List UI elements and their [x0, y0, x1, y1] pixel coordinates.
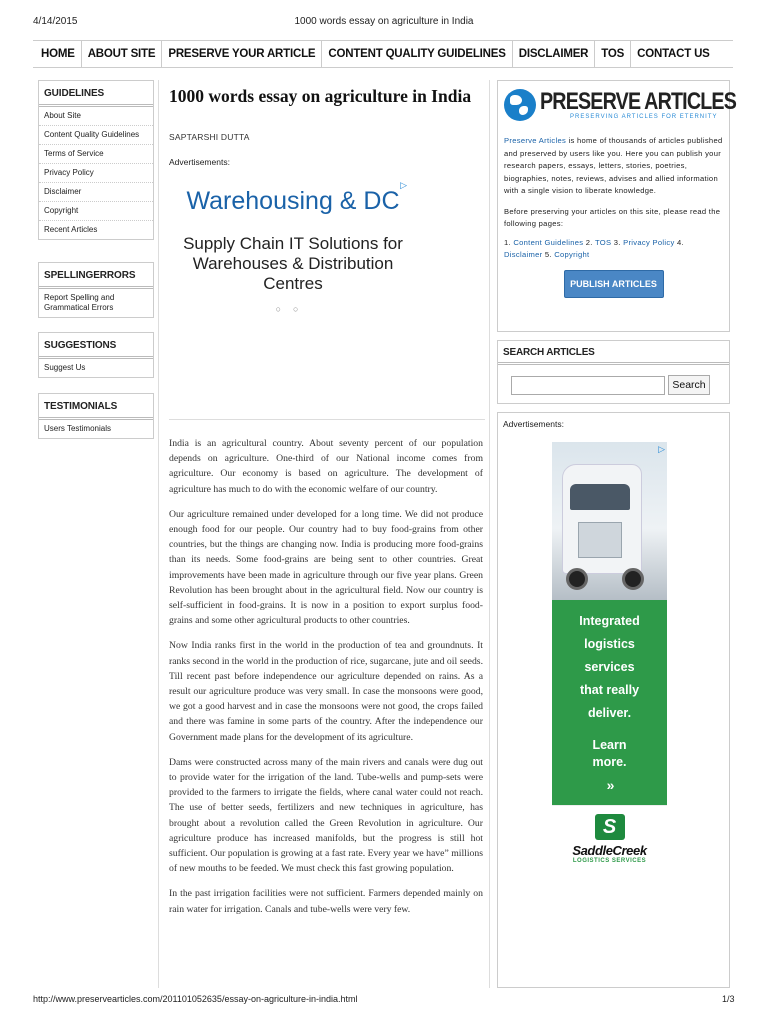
article-author[interactable]: SAPTARSHI DUTTA — [169, 132, 250, 142]
divider — [169, 419, 485, 420]
print-date: 4/14/2015 — [33, 16, 78, 27]
search-heading: SEARCH ARTICLES — [498, 341, 729, 365]
suggest-us-link[interactable]: Suggest Us — [44, 363, 86, 372]
guideline-links: 1. Content Guidelines 2. TOS 3. Privacy Policy 4. Disclaimer 5. Copyright — [504, 237, 684, 259]
nav-tos[interactable]: TOS — [595, 41, 631, 67]
nav-preserve-your-article[interactable]: PRESERVE YOUR ARTICLE — [162, 41, 322, 67]
search-button[interactable]: Search — [668, 375, 710, 395]
spelling-heading: SPELLINGERRORS — [39, 263, 153, 289]
adchoices-icon[interactable]: ▷ — [400, 180, 407, 190]
top-navigation — [33, 40, 733, 68]
guideline-link[interactable]: Copyright — [39, 202, 153, 221]
ad-label: Advertisements: — [503, 419, 564, 429]
users-testimonials-link[interactable]: Users Testimonials — [44, 424, 111, 433]
ad-label: Advertisements: — [169, 157, 230, 167]
nav-disclaimer[interactable]: DISCLAIMER — [513, 41, 596, 67]
disclaimer-link[interactable]: Disclaimer — [504, 250, 543, 259]
before-preserving: Before preserving your articles on this site, please read the following pages: — [504, 206, 721, 228]
logo-text: PRESERVE ARTICLES — [540, 88, 737, 115]
logo-tagline: PRESERVING ARTICLES FOR ETERNITY — [570, 114, 718, 120]
logistics-ad[interactable] — [552, 442, 667, 883]
article-paragraph: In the past irrigation facilities were not sufficient. Farmers depended mainly on rain water for irrigation. Canals and tube-wells were very few. — [169, 888, 483, 915]
content-guidelines-link[interactable]: Content Guidelines — [513, 237, 584, 247]
globe-icon — [504, 89, 536, 121]
ad-headline: Warehousing & DC — [186, 187, 400, 215]
saddle-creek-logo-icon: S — [595, 814, 625, 840]
article-paragraph: Dams were constructed across many of the main rivers and canals were dug out to provide water for the irrigation of the land. Tube-wells and pump-sets were provided to the farmers to irrigate the fields, where canal water could not reach. The use of better seeds, fertilizers and new techniques in agriculture, has brought about a revolution called the Green Revolution in agriculture. Our agriculture produce has increased manifolds, but the progress is still hot sufficient. Our population is growing at a fast rate. Every year we have” millions of new mouths to be feeded. We must check this fast growing population. — [169, 756, 483, 875]
copyright-link[interactable]: Copyright — [554, 250, 590, 259]
site-intro: Preserve Articles is home of thousands of articles published and preserved by users like you. Here you can publish your research papers, essays, letters, stories, poetries, biographies, notes, reviews, advises and allied information with a single vision to liberate knowledge. — [504, 136, 723, 195]
search-box — [497, 340, 730, 404]
advertiser-logo — [552, 805, 667, 883]
privacy-policy-link[interactable]: Privacy Policy — [623, 237, 675, 247]
article-body — [169, 436, 483, 927]
tos-link[interactable]: TOS — [594, 237, 612, 247]
article-paragraph: Our agriculture remained under developed for a long time. We did not produce enough food for our people. Our country had to buy food-grains from other countries, but the things are changing now. India is producing more food-grains than its needs. Some food-grains are being sent to other countries. Great improvements have been made in agriculture through our five year plans. Green Revolution has been brought about in the agricultural field. Now our country is self-sufficient in food-grains. It is now in a position to export surplus food-grains and some other agricultural products to other countries. — [169, 508, 483, 627]
guideline-link[interactable]: Privacy Policy — [39, 164, 153, 183]
nav-about-site[interactable]: ABOUT SITE — [82, 41, 163, 67]
brand-name: SaddleCreek — [572, 843, 647, 858]
guideline-link[interactable]: About Site — [39, 107, 153, 126]
ad-carousel-dots[interactable]: ○○ — [275, 304, 311, 314]
about-box — [497, 80, 737, 332]
suggestions-heading: SUGGESTIONS — [39, 333, 153, 359]
article-paragraph: India is an agricultural country. About seventy percent of our population depends on agriculture. One-third of our National income comes from agriculture. Our economy is based on agriculture. The development of agriculture has much to do with the economic welfare of our country. — [169, 438, 483, 495]
article-title: 1000 words essay on agriculture in India — [169, 86, 472, 106]
learn-more-link[interactable]: Learn more. — [592, 738, 627, 769]
intro-link[interactable]: Preserve Articles — [504, 136, 567, 145]
spelling-errors-box — [38, 262, 154, 318]
suggestions-box — [38, 332, 154, 378]
ad-message: Integrated logistics services that really deliver. Learn more. » — [552, 600, 667, 805]
double-chevron-icon[interactable]: » — [606, 777, 613, 793]
print-title: 1000 words essay on agriculture in India — [294, 16, 474, 27]
guidelines-heading: GUIDELINES — [39, 81, 153, 107]
brand-subtitle: LOGISTICS SERVICES — [572, 858, 647, 864]
guideline-link[interactable]: Terms of Service — [39, 145, 153, 164]
guideline-link[interactable]: Disclaimer — [39, 183, 153, 202]
warehousing-ad[interactable] — [179, 176, 407, 346]
nav-content-quality-guidelines[interactable]: CONTENT QUALITY GUIDELINES — [322, 41, 512, 67]
testimonials-heading: TESTIMONIALS — [39, 394, 153, 420]
testimonials-box — [38, 393, 154, 439]
search-input[interactable] — [511, 376, 665, 395]
report-spelling-link[interactable]: Report Spelling and Grammatical Errors — [44, 293, 115, 312]
publish-articles-button[interactable]: PUBLISH ARTICLES — [564, 270, 664, 298]
guideline-link[interactable]: Content Quality Guidelines — [39, 126, 153, 145]
print-url: http://www.preservearticles.com/201101052635/essay-on-agriculture-in-india.html — [33, 994, 358, 1004]
nav-home[interactable]: HOME — [33, 41, 82, 67]
ad-subtext: Supply Chain IT Solutions for Warehouses & Distribution Centres — [183, 234, 403, 293]
print-header — [0, 16, 768, 32]
article-column — [158, 80, 490, 988]
guideline-link[interactable]: Recent Articles — [44, 225, 98, 234]
site-logo[interactable] — [498, 81, 737, 123]
adchoices-icon[interactable]: ▷ — [658, 444, 665, 454]
truck-image — [552, 442, 667, 600]
print-page-number: 1/3 — [722, 994, 735, 1004]
nav-contact-us[interactable]: CONTACT US — [637, 48, 710, 60]
article-paragraph: Now India ranks first in the world in the production of tea and groundnuts. It ranks second in the world in the production of rice, sugarcane, jute and oil seeds. Till recent past before independence our agriculture depended on rains. As a result our agriculture produce was very small. In case the monsoons were good, we got a good harvest and in case the monsoons were not good, the crops failed and there was famine in some parts of the country. After the independence our Government made plans for the development of its agriculture. — [169, 640, 483, 743]
guidelines-box — [38, 80, 154, 240]
